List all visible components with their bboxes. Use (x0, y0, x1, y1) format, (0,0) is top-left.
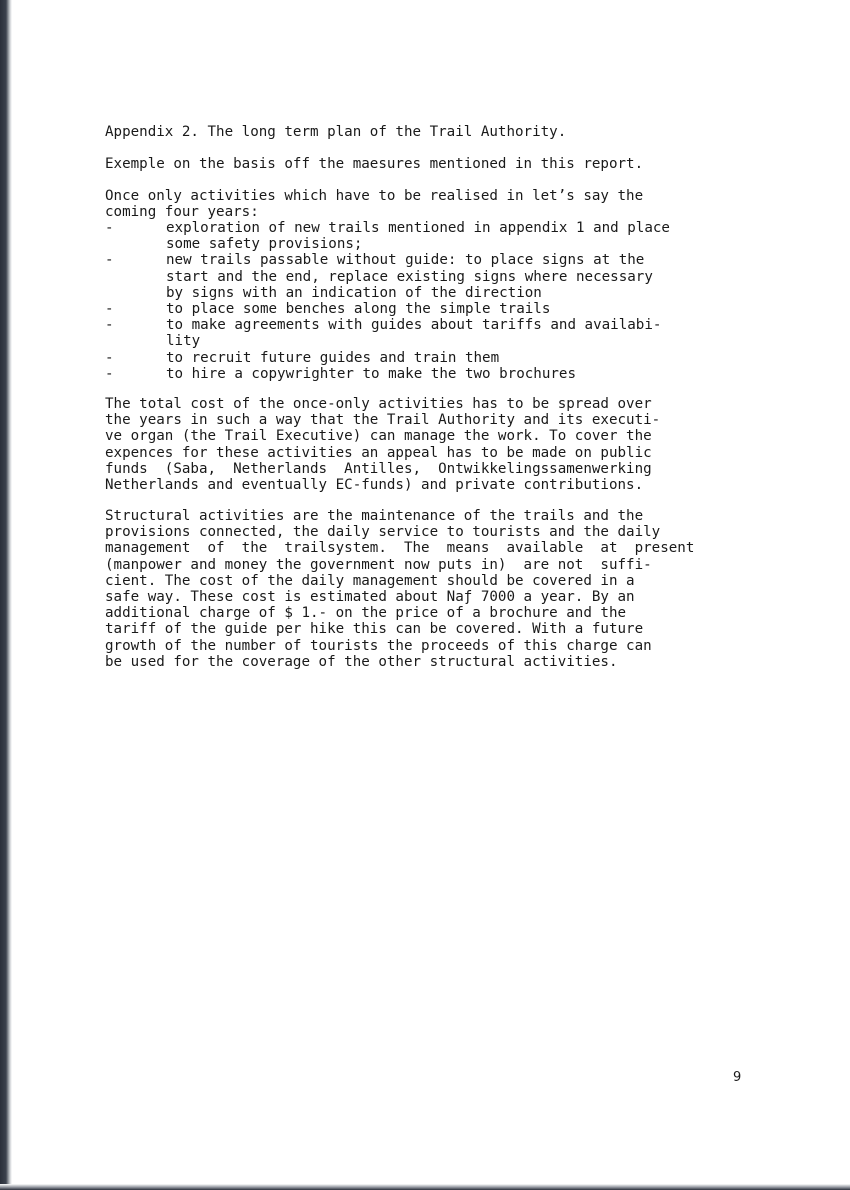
list-item (105, 350, 755, 366)
list-item-text: to recruit future guides and train them (166, 349, 500, 366)
bullet-dash: - (105, 365, 114, 382)
bullet-dash: - (105, 252, 114, 269)
list-item-text: to hire a copywrighter to make the two brochures (166, 365, 576, 382)
structural-paragraph: Structural activities are the maintenance of the trails and the provisions connected, the daily service to tourists and the daily management of the trailsystem. The means available at present (manpower and money the government now puts in) are not suffi- cient. The cost of the daily management should be covered in a safe way. These cost is estimated about Naƒ 7000 a year. By an additional charge of $ 1.- on the price of a brochure and the tariff of the guide per hike this can be covered. With a future growth of the number of tourists the proceeds of this charge can be used for the coverage of the other structural activities. (105, 508, 695, 670)
activities-list (105, 220, 755, 382)
list-item-text: to make agreements with guides about tariffs and availabi- lity (166, 317, 662, 350)
list-item (105, 317, 755, 349)
scan-edge-bottom (0, 1184, 850, 1190)
example-line: Exemple on the basis off the maesures mentioned in this report. (105, 156, 644, 172)
list-item (105, 220, 755, 252)
list-item (105, 301, 755, 317)
list-item-text: new trails passable without guide: to place signs at the start and the end, replace existing signs where necessary by signs with an indication of the direction (166, 252, 653, 301)
page-number: 9 (733, 1070, 742, 1085)
list-item (105, 366, 755, 382)
list-item-text: to place some benches along the simple trails (166, 301, 551, 318)
bullet-dash: - (105, 220, 114, 236)
list-item (105, 252, 755, 301)
scan-edge-left (0, 0, 12, 1190)
bullet-dash: - (105, 349, 114, 366)
intro-paragraph: Once only activities which have to be realised in let’s say the coming four years: (105, 188, 644, 221)
bullet-dash: - (105, 317, 114, 334)
appendix-heading: Appendix 2. The long term plan of the Trail Authority. (105, 124, 567, 140)
bullet-dash: - (105, 301, 114, 318)
cost-paragraph: The total cost of the once-only activities has to be spread over the years in such a way that the Trail Authority and its executi- ve organ (the Trail Executive) can manage the work. To cover the expences for these activities an appeal has to be made on public funds (Saba, Netherlands Antilles, Ontwikkelingssamenwerking Netherlands and eventually EC-funds) and private contributions. (105, 396, 661, 494)
list-item-text: exploration of new trails mentioned in appendix 1 and place some safety provisions; (166, 220, 670, 253)
